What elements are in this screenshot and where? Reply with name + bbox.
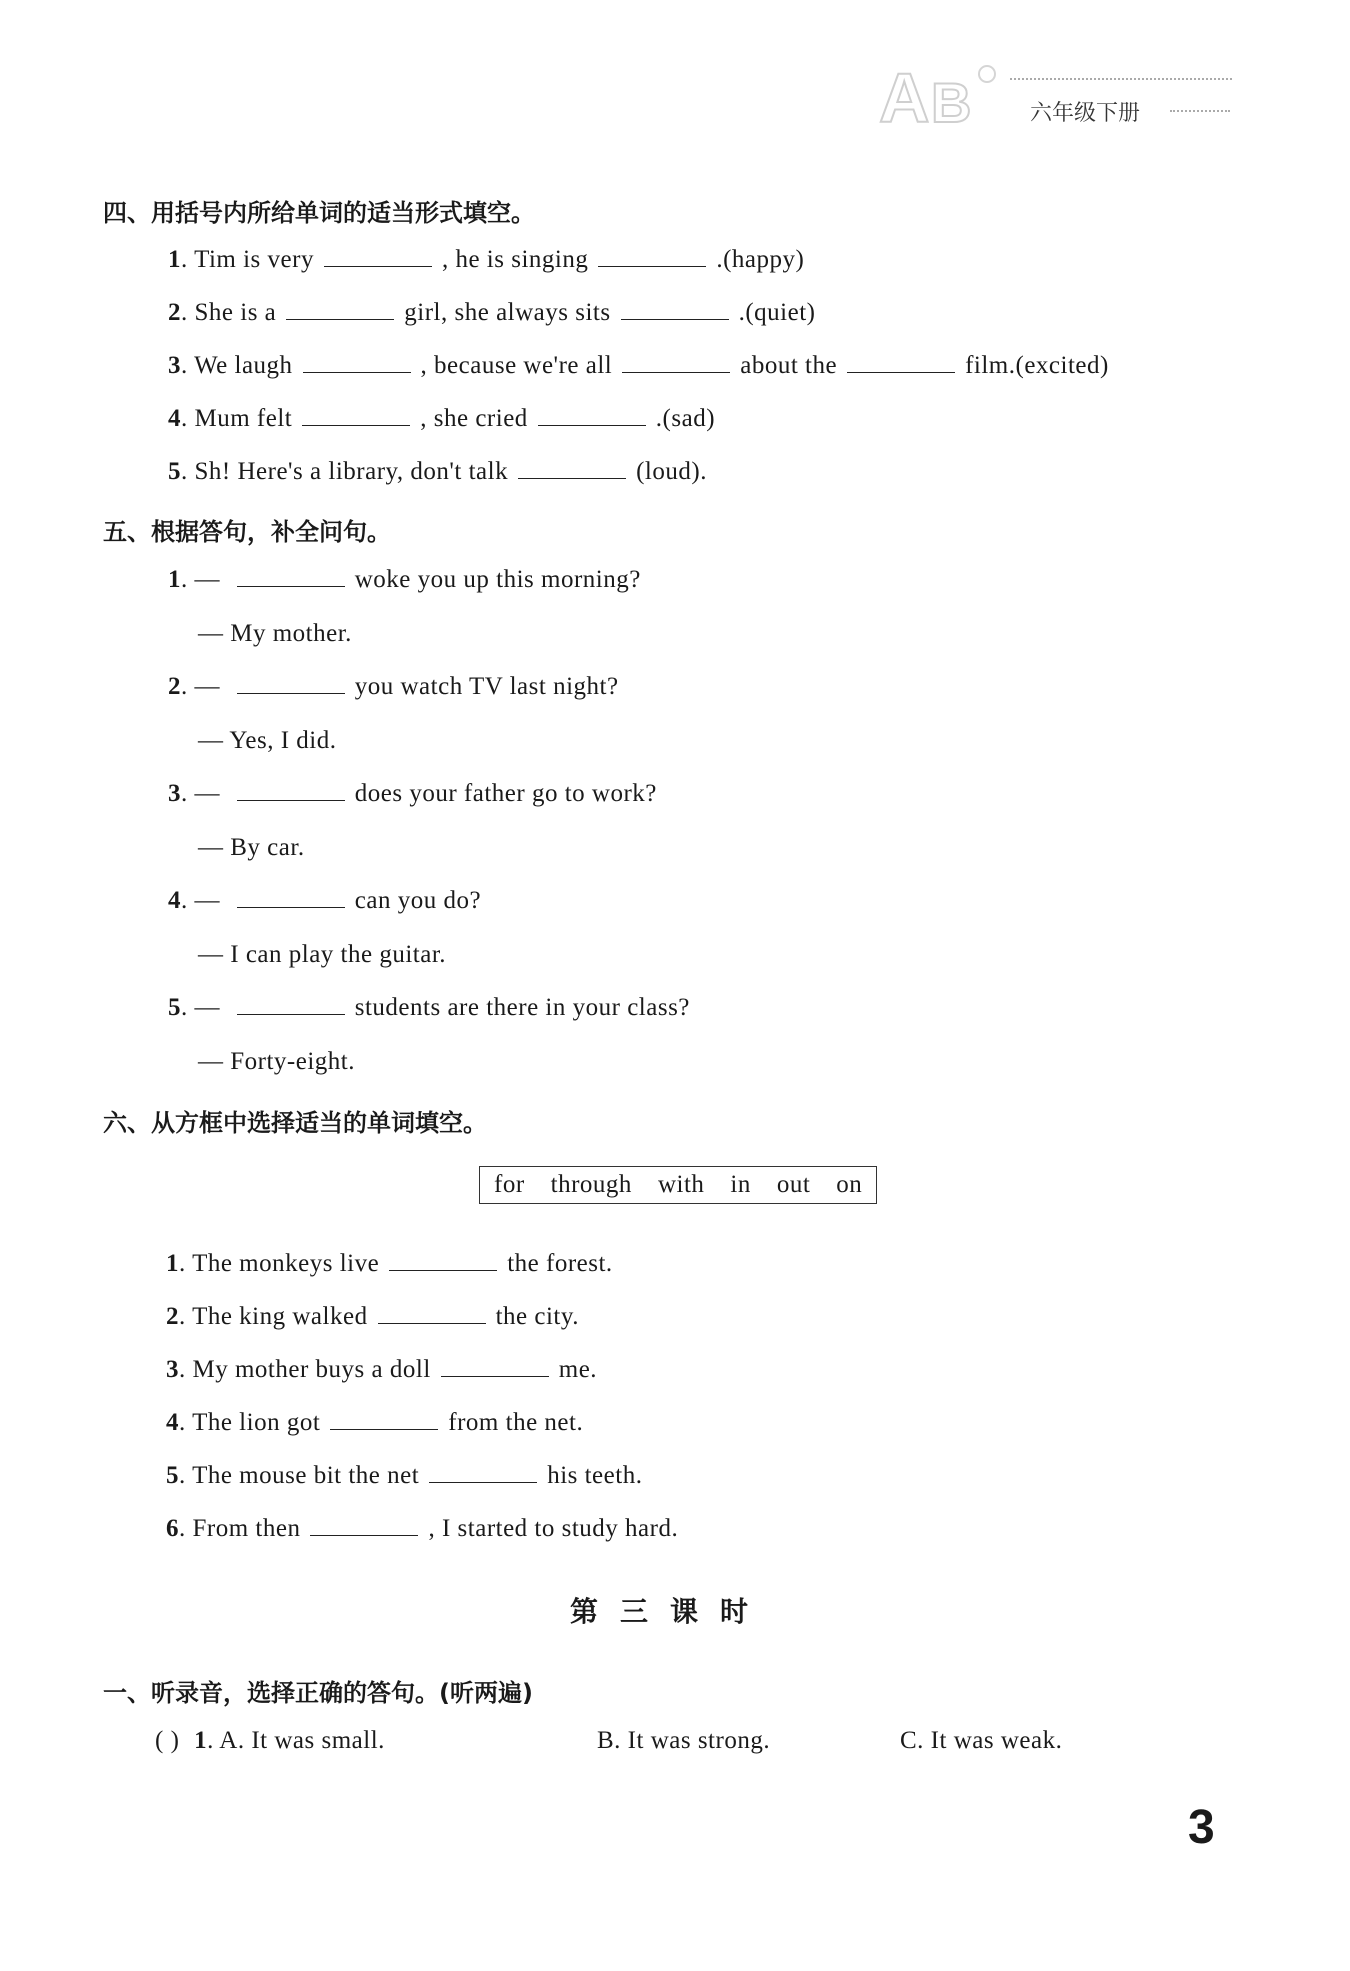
answer-blank[interactable] bbox=[237, 994, 345, 1015]
section5-answer-1: — My mother. bbox=[198, 620, 352, 647]
answer-blank[interactable] bbox=[303, 352, 411, 373]
section4-item-5: 5. Sh! Here's a library, don't talk (loud). bbox=[168, 458, 707, 485]
section6-item-3: 3. My mother buys a doll me. bbox=[166, 1356, 598, 1383]
logo-letter-b: B bbox=[931, 71, 972, 132]
answer-blank[interactable] bbox=[518, 458, 626, 479]
section6-item-4: 4. The lion got from the net. bbox=[166, 1409, 584, 1436]
option-a[interactable]: A. It was small. bbox=[219, 1727, 385, 1754]
answer-blank[interactable] bbox=[286, 299, 394, 320]
word-option: in bbox=[730, 1171, 751, 1198]
section4-item-1: 1. Tim is very , he is singing .(happy) bbox=[168, 246, 805, 273]
answer-blank[interactable] bbox=[847, 352, 955, 373]
answer-blank[interactable] bbox=[237, 673, 345, 694]
section6-item-1: 1. The monkeys live the forest. bbox=[166, 1250, 613, 1277]
word-option: through bbox=[550, 1171, 632, 1198]
logo-letter-a: A bbox=[879, 59, 930, 132]
answer-blank[interactable] bbox=[429, 1462, 537, 1483]
answer-blank[interactable] bbox=[237, 887, 345, 908]
header-logo bbox=[875, 52, 1005, 132]
word-option: for bbox=[494, 1171, 525, 1198]
section6-item-5: 5. The mouse bit the net his teeth. bbox=[166, 1462, 643, 1489]
section5-answer-3: — By car. bbox=[198, 834, 305, 861]
word-option: with bbox=[657, 1171, 705, 1198]
section5-question-3: 3. — does your father go to work? bbox=[168, 780, 657, 807]
word-box bbox=[479, 1166, 877, 1204]
section5-question-2: 2. — you watch TV last night? bbox=[168, 673, 619, 700]
section5-question-1: 1. — woke you up this morning? bbox=[168, 566, 641, 593]
section5-question-4: 4. — can you do? bbox=[168, 887, 482, 914]
section5-answer-2: — Yes, I did. bbox=[198, 727, 337, 754]
answer-blank[interactable] bbox=[310, 1515, 418, 1536]
answer-blank[interactable] bbox=[324, 246, 432, 267]
listening-section-title: 一、听录音，选择正确的答句。(听两遍) bbox=[103, 1679, 533, 1707]
grade-label: 六年级下册 bbox=[1030, 101, 1141, 126]
section5-question-5: 5. — students are there in your class? bbox=[168, 994, 690, 1021]
answer-blank[interactable] bbox=[237, 566, 345, 587]
section5-answer-5: — Forty-eight. bbox=[198, 1048, 355, 1075]
section5-answer-4: — I can play the guitar. bbox=[198, 941, 447, 968]
header-divider-top bbox=[1010, 78, 1232, 80]
answer-blank[interactable] bbox=[378, 1303, 486, 1324]
answer-blank[interactable] bbox=[330, 1409, 438, 1430]
answer-blank[interactable] bbox=[622, 352, 730, 373]
word-option: on bbox=[836, 1171, 863, 1198]
answer-blank[interactable] bbox=[441, 1356, 549, 1377]
section6-title: 六、从方框中选择适当的单词填空。 bbox=[103, 1109, 487, 1137]
option-c[interactable]: C. It was weak. bbox=[900, 1727, 1063, 1754]
answer-paren[interactable]: ( ) bbox=[155, 1727, 180, 1754]
section6-item-6: 6. From then , I started to study hard. bbox=[166, 1515, 679, 1542]
section6-item-2: 2. The king walked the city. bbox=[166, 1303, 579, 1330]
lesson-title: 第三课时 bbox=[570, 1595, 771, 1628]
section4-item-3: 3. We laugh , because we're all about the film.(excited) bbox=[168, 352, 1109, 379]
section5-title: 五、根据答句，补全问句。 bbox=[103, 518, 391, 546]
answer-blank[interactable] bbox=[621, 299, 729, 320]
answer-blank[interactable] bbox=[302, 405, 410, 426]
listening-item-1: ( ) 1. A. It was small. B. It was strong. C. It was weak. bbox=[155, 1727, 1063, 1754]
section4-item-2: 2. She is a girl, she always sits .(quiet) bbox=[168, 299, 816, 326]
section4-item-4: 4. Mum felt , she cried .(sad) bbox=[168, 405, 716, 432]
page-number: 3 bbox=[1188, 1801, 1215, 1854]
header-divider-bottom bbox=[1170, 110, 1230, 112]
section4-title: 四、用括号内所给单词的适当形式填空。 bbox=[103, 199, 535, 227]
answer-blank[interactable] bbox=[237, 780, 345, 801]
answer-blank[interactable] bbox=[538, 405, 646, 426]
answer-blank[interactable] bbox=[598, 246, 706, 267]
option-b[interactable]: B. It was strong. bbox=[597, 1727, 771, 1754]
answer-blank[interactable] bbox=[389, 1250, 497, 1271]
word-option: out bbox=[776, 1171, 811, 1198]
